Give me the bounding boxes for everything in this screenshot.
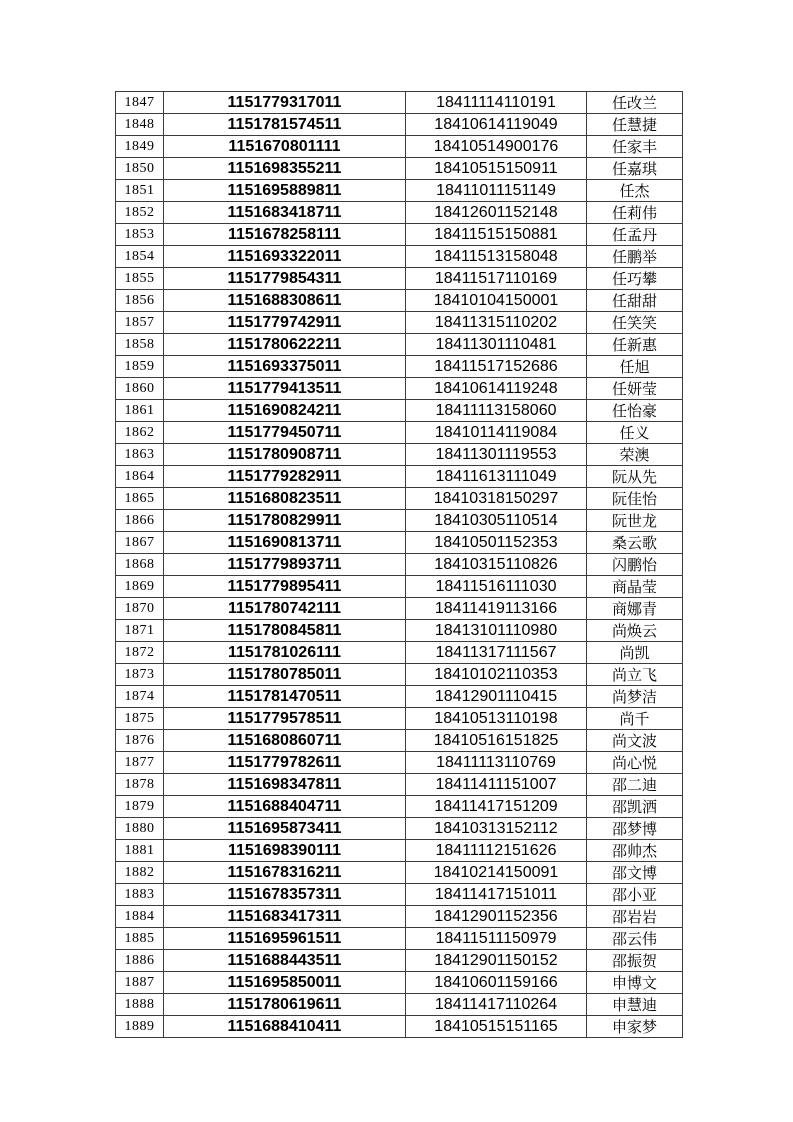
candidate-number-cell: 1151780785011 [164,664,406,686]
serial-number-cell: 1872 [116,642,164,664]
exam-number-cell: 18411114110191 [406,92,587,114]
table-row [116,620,683,642]
name-cell: 邵文博 [587,862,683,884]
candidate-number-cell: 1151680823511 [164,488,406,510]
serial-number-cell: 1868 [116,554,164,576]
table-row [116,642,683,664]
name-cell: 任义 [587,422,683,444]
name-cell: 任妍莹 [587,378,683,400]
table-row [116,246,683,268]
name-cell: 申慧迪 [587,994,683,1016]
candidate-number-cell: 1151695889811 [164,180,406,202]
exam-number-cell: 18411301119553 [406,444,587,466]
candidate-number-cell: 1151781574511 [164,114,406,136]
serial-number-cell: 1866 [116,510,164,532]
exam-number-cell: 18410114119084 [406,422,587,444]
exam-number-cell: 18411613111049 [406,466,587,488]
name-cell: 邵二迪 [587,774,683,796]
serial-number-cell: 1875 [116,708,164,730]
name-cell: 尚焕云 [587,620,683,642]
candidate-number-cell: 1151779413511 [164,378,406,400]
candidate-number-cell: 1151690813711 [164,532,406,554]
serial-number-cell: 1887 [116,972,164,994]
exam-number-cell: 18410102110353 [406,664,587,686]
table-row [116,114,683,136]
table-row [116,92,683,114]
exam-number-cell: 18412601152148 [406,202,587,224]
name-cell: 阮佳怡 [587,488,683,510]
serial-number-cell: 1871 [116,620,164,642]
table-row [116,356,683,378]
candidate-number-cell: 1151698390111 [164,840,406,862]
candidate-number-cell: 1151683417311 [164,906,406,928]
exam-number-cell: 18411411151007 [406,774,587,796]
table-row [116,972,683,994]
exam-number-cell: 18410313152112 [406,818,587,840]
name-cell: 阮世龙 [587,510,683,532]
exam-number-cell: 18410601159166 [406,972,587,994]
candidate-number-cell: 1151678357311 [164,884,406,906]
candidate-number-cell: 1151779317011 [164,92,406,114]
exam-number-cell: 18411419113166 [406,598,587,620]
name-cell: 阮从先 [587,466,683,488]
candidate-number-cell: 1151779854311 [164,268,406,290]
exam-number-cell: 18411112151626 [406,840,587,862]
candidate-number-cell: 1151698355211 [164,158,406,180]
candidate-number-cell: 1151781470511 [164,686,406,708]
name-cell: 任怡豪 [587,400,683,422]
name-cell: 尚心悦 [587,752,683,774]
exam-number-cell: 18410514900176 [406,136,587,158]
serial-number-cell: 1886 [116,950,164,972]
table-row [116,818,683,840]
candidate-number-cell: 1151780742111 [164,598,406,620]
table-row [116,466,683,488]
exam-number-cell: 18410104150001 [406,290,587,312]
candidate-number-cell: 1151690824211 [164,400,406,422]
candidate-number-cell: 1151780829911 [164,510,406,532]
table-row [116,708,683,730]
name-cell: 闪鹏怡 [587,554,683,576]
serial-number-cell: 1849 [116,136,164,158]
exam-number-cell: 18410515151165 [406,1016,587,1038]
candidate-number-cell: 1151678258111 [164,224,406,246]
serial-number-cell: 1883 [116,884,164,906]
exam-number-cell: 18411517152686 [406,356,587,378]
exam-number-cell: 18410501152353 [406,532,587,554]
table-row [116,378,683,400]
name-cell: 邵岩岩 [587,906,683,928]
serial-number-cell: 1873 [116,664,164,686]
name-cell: 申博文 [587,972,683,994]
serial-number-cell: 1864 [116,466,164,488]
serial-number-cell: 1885 [116,928,164,950]
candidate-number-cell: 1151780622211 [164,334,406,356]
name-cell: 任旭 [587,356,683,378]
table-row [116,796,683,818]
serial-number-cell: 1884 [116,906,164,928]
table-row [116,444,683,466]
table-row [116,510,683,532]
serial-number-cell: 1867 [116,532,164,554]
serial-number-cell: 1863 [116,444,164,466]
table-row [116,686,683,708]
serial-number-cell: 1855 [116,268,164,290]
candidate-number-cell: 1151779893711 [164,554,406,576]
exam-number-cell: 18410614119248 [406,378,587,400]
serial-number-cell: 1850 [116,158,164,180]
exam-number-cell: 18410614119049 [406,114,587,136]
serial-number-cell: 1882 [116,862,164,884]
name-cell: 申家梦 [587,1016,683,1038]
name-cell: 任新惠 [587,334,683,356]
name-cell: 尚文波 [587,730,683,752]
table-row [116,180,683,202]
name-cell: 任杰 [587,180,683,202]
candidate-number-cell: 1151698347811 [164,774,406,796]
candidate-number-cell: 1151779450711 [164,422,406,444]
serial-number-cell: 1870 [116,598,164,620]
table-row [116,554,683,576]
exam-number-cell: 18413101110980 [406,620,587,642]
name-cell: 任改兰 [587,92,683,114]
name-cell: 任家丰 [587,136,683,158]
candidate-number-cell: 1151779742911 [164,312,406,334]
exam-number-cell: 18410214150091 [406,862,587,884]
name-cell: 邵帅杰 [587,840,683,862]
name-cell: 邵凯洒 [587,796,683,818]
exam-number-cell: 18411516111030 [406,576,587,598]
roster-table-body [116,92,683,1038]
name-cell: 任笑笑 [587,312,683,334]
table-row [116,840,683,862]
table-row [116,752,683,774]
name-cell: 任甜甜 [587,290,683,312]
name-cell: 任孟丹 [587,224,683,246]
exam-number-cell: 18410513110198 [406,708,587,730]
table-row [116,730,683,752]
candidate-number-cell: 1151779578511 [164,708,406,730]
exam-number-cell: 18411011151149 [406,180,587,202]
candidate-number-cell: 1151779782611 [164,752,406,774]
candidate-number-cell: 1151780908711 [164,444,406,466]
exam-number-cell: 18411511150979 [406,928,587,950]
candidate-number-cell: 1151693322011 [164,246,406,268]
name-cell: 邵振贺 [587,950,683,972]
serial-number-cell: 1853 [116,224,164,246]
table-row [116,1016,683,1038]
exam-number-cell: 18411515150881 [406,224,587,246]
table-row [116,136,683,158]
exam-number-cell: 18411113158060 [406,400,587,422]
name-cell: 尚梦洁 [587,686,683,708]
table-row [116,290,683,312]
exam-number-cell: 18410515150911 [406,158,587,180]
exam-number-cell: 18411315110202 [406,312,587,334]
serial-number-cell: 1859 [116,356,164,378]
candidate-number-cell: 1151683418711 [164,202,406,224]
exam-number-cell: 18411513158048 [406,246,587,268]
serial-number-cell: 1862 [116,422,164,444]
name-cell: 任莉伟 [587,202,683,224]
name-cell: 任鹏举 [587,246,683,268]
candidate-number-cell: 1151693375011 [164,356,406,378]
serial-number-cell: 1880 [116,818,164,840]
serial-number-cell: 1888 [116,994,164,1016]
serial-number-cell: 1865 [116,488,164,510]
name-cell: 邵云伟 [587,928,683,950]
exam-number-cell: 18411417110264 [406,994,587,1016]
serial-number-cell: 1876 [116,730,164,752]
name-cell: 桑云歌 [587,532,683,554]
name-cell: 尚凯 [587,642,683,664]
serial-number-cell: 1848 [116,114,164,136]
name-cell: 邵小亚 [587,884,683,906]
exam-number-cell: 18411417151011 [406,884,587,906]
name-cell: 尚立飞 [587,664,683,686]
table-row [116,862,683,884]
serial-number-cell: 1879 [116,796,164,818]
candidate-number-cell: 1151688404711 [164,796,406,818]
exam-number-cell: 18412901152356 [406,906,587,928]
serial-number-cell: 1889 [116,1016,164,1038]
table-row [116,158,683,180]
name-cell: 任巧攀 [587,268,683,290]
serial-number-cell: 1874 [116,686,164,708]
table-row [116,532,683,554]
candidate-number-cell: 1151670801111 [164,136,406,158]
candidate-number-cell: 1151688443511 [164,950,406,972]
exam-number-cell: 18411517110169 [406,268,587,290]
candidate-number-cell: 1151781026111 [164,642,406,664]
serial-number-cell: 1851 [116,180,164,202]
candidate-number-cell: 1151680860711 [164,730,406,752]
name-cell: 荣澳 [587,444,683,466]
serial-number-cell: 1854 [116,246,164,268]
serial-number-cell: 1869 [116,576,164,598]
candidate-number-cell: 1151695873411 [164,818,406,840]
table-row [116,422,683,444]
candidate-number-cell: 1151780845811 [164,620,406,642]
candidate-number-cell: 1151779282911 [164,466,406,488]
table-row [116,202,683,224]
exam-number-cell: 18411113110769 [406,752,587,774]
candidate-number-cell: 1151779895411 [164,576,406,598]
table-row [116,994,683,1016]
serial-number-cell: 1852 [116,202,164,224]
table-row [116,664,683,686]
table-row [116,950,683,972]
name-cell: 任慧捷 [587,114,683,136]
serial-number-cell: 1858 [116,334,164,356]
name-cell: 商晶莹 [587,576,683,598]
exam-number-cell: 18411417151209 [406,796,587,818]
candidate-number-cell: 1151780619611 [164,994,406,1016]
exam-number-cell: 18410305110514 [406,510,587,532]
exam-number-cell: 18410516151825 [406,730,587,752]
table-row [116,268,683,290]
table-row [116,334,683,356]
candidate-number-cell: 1151688410411 [164,1016,406,1038]
exam-number-cell: 18410315110826 [406,554,587,576]
table-row [116,928,683,950]
serial-number-cell: 1860 [116,378,164,400]
exam-number-cell: 18410318150297 [406,488,587,510]
serial-number-cell: 1856 [116,290,164,312]
exam-number-cell: 18411301110481 [406,334,587,356]
table-row [116,774,683,796]
table-row [116,906,683,928]
name-cell: 任嘉琪 [587,158,683,180]
table-row [116,224,683,246]
table-row [116,488,683,510]
name-cell: 商娜青 [587,598,683,620]
candidate-number-cell: 1151678316211 [164,862,406,884]
exam-number-cell: 18412901150152 [406,950,587,972]
serial-number-cell: 1878 [116,774,164,796]
exam-number-cell: 18412901110415 [406,686,587,708]
candidate-number-cell: 1151695961511 [164,928,406,950]
table-row [116,312,683,334]
name-cell: 尚千 [587,708,683,730]
candidate-number-cell: 1151695850011 [164,972,406,994]
serial-number-cell: 1861 [116,400,164,422]
table-row [116,400,683,422]
table-row [116,884,683,906]
exam-number-cell: 18411317111567 [406,642,587,664]
name-cell: 邵梦博 [587,818,683,840]
table-row [116,576,683,598]
serial-number-cell: 1847 [116,92,164,114]
serial-number-cell: 1881 [116,840,164,862]
roster-table [115,91,683,1038]
serial-number-cell: 1877 [116,752,164,774]
table-row [116,598,683,620]
serial-number-cell: 1857 [116,312,164,334]
candidate-number-cell: 1151688308611 [164,290,406,312]
